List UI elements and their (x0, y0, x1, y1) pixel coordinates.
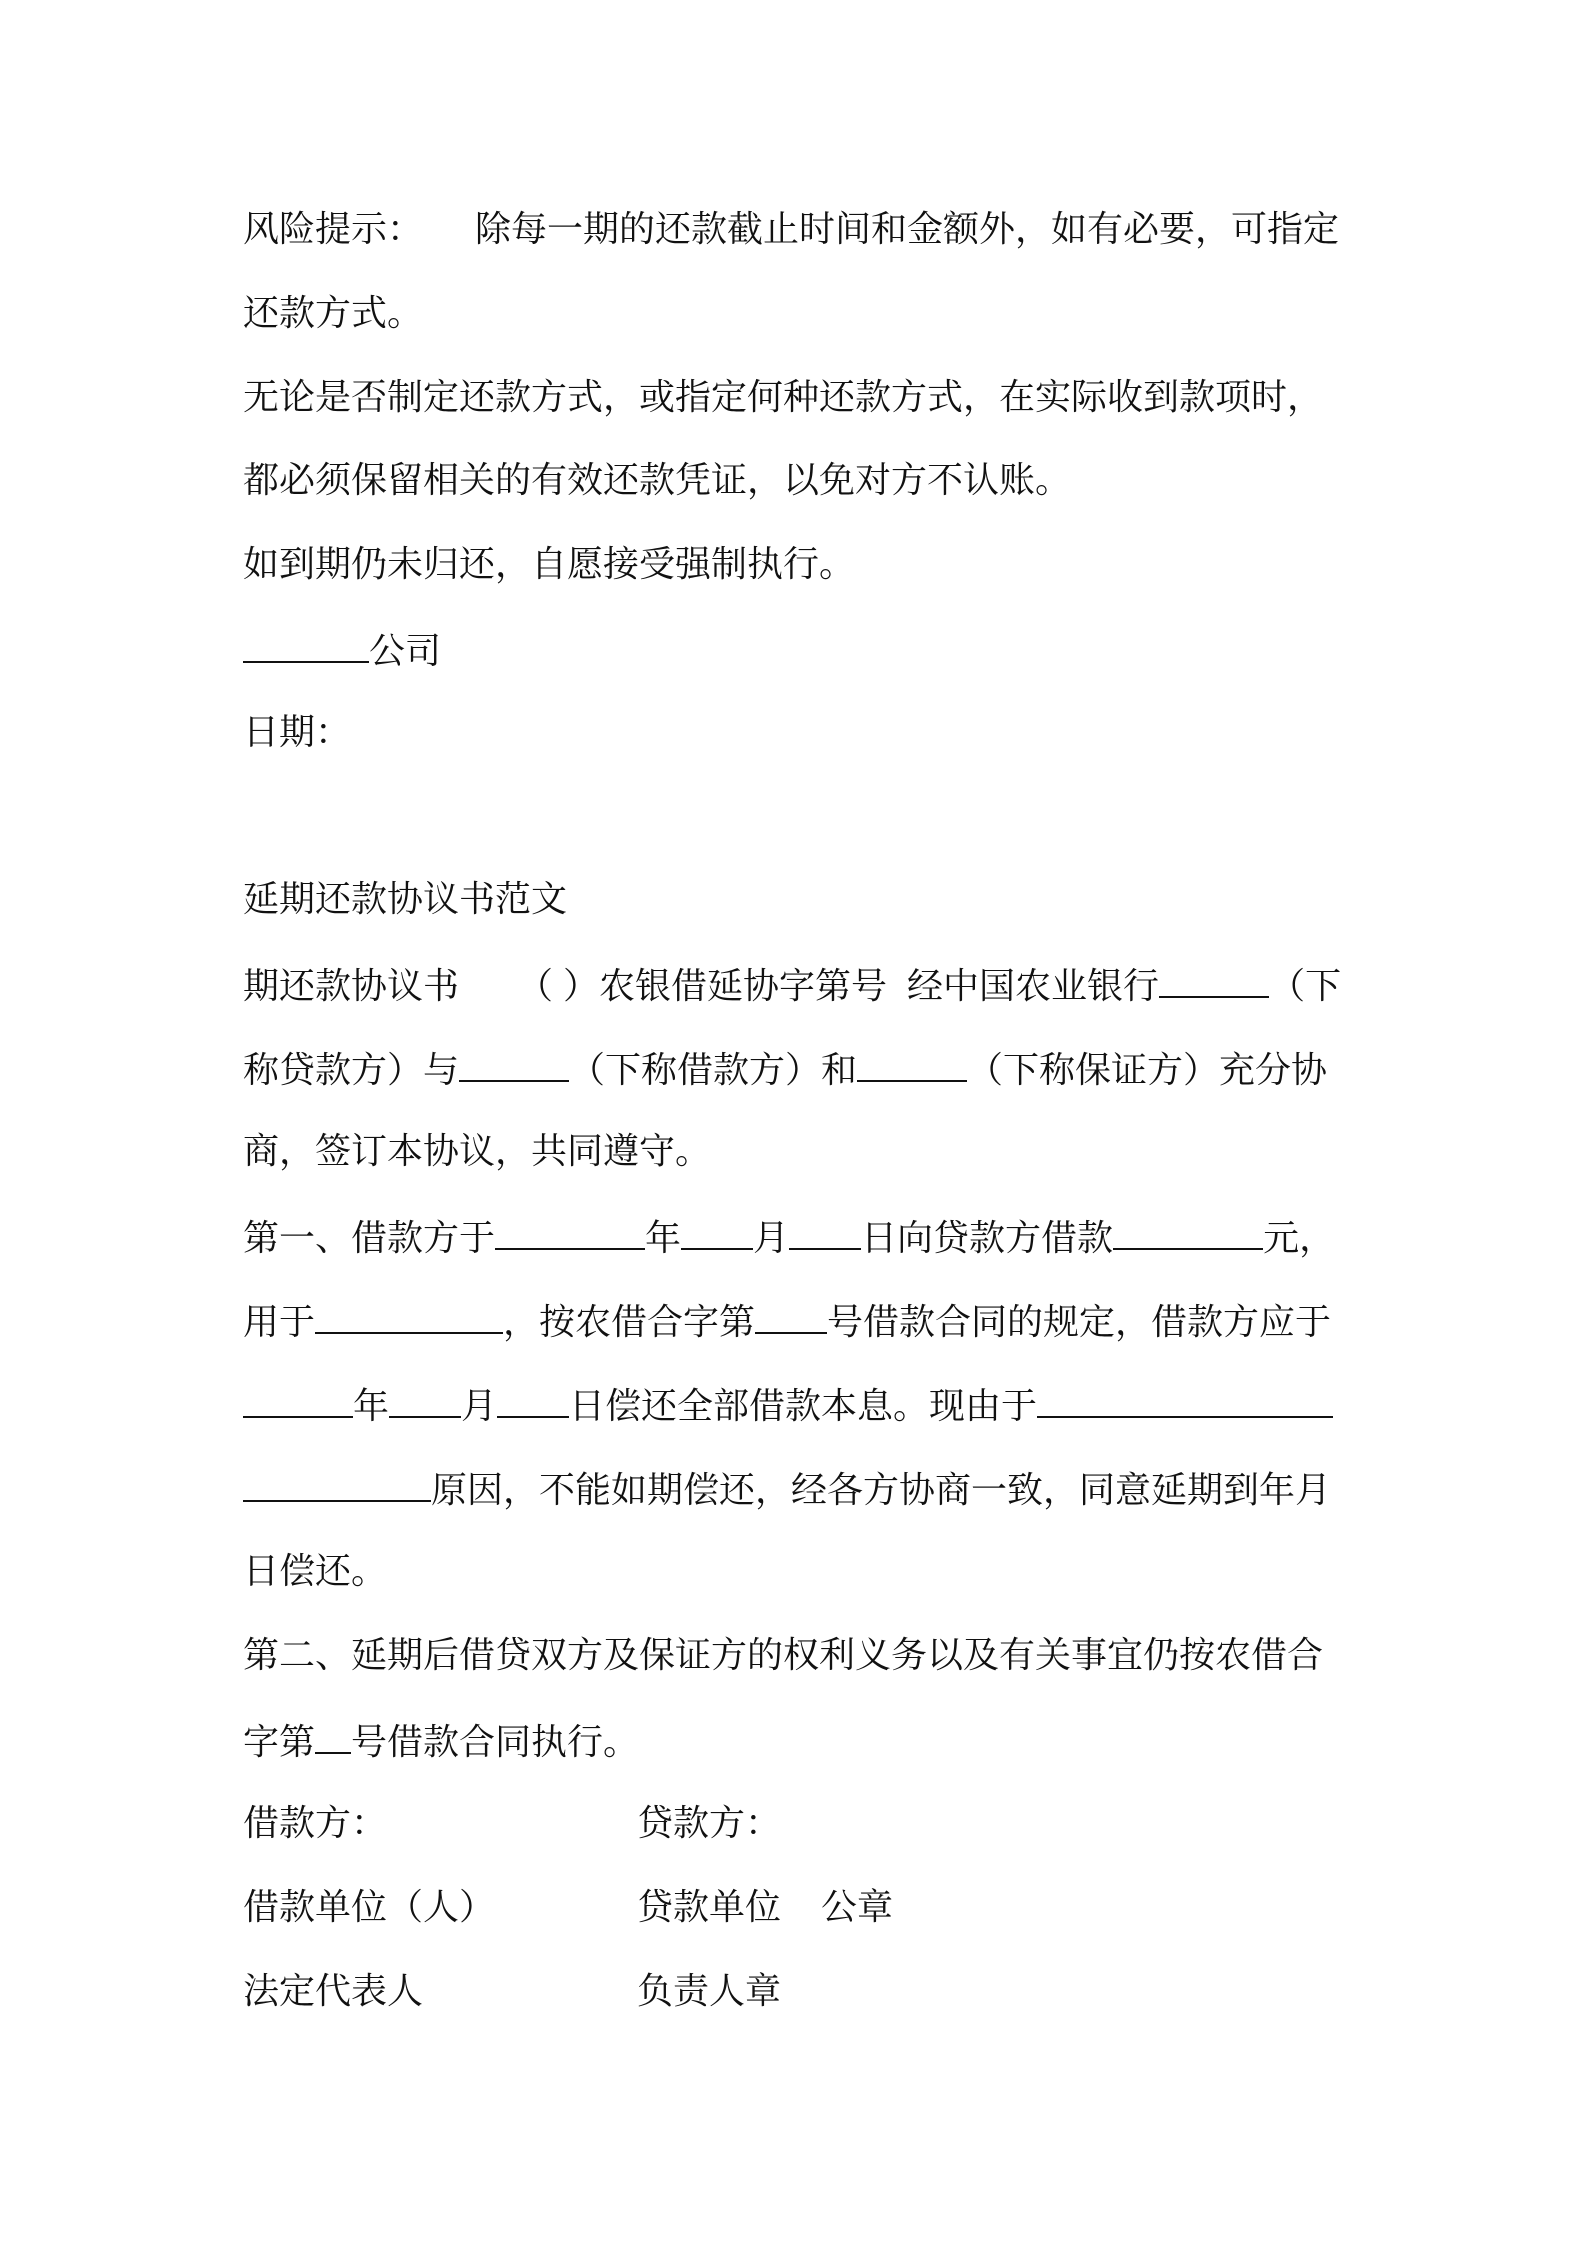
clause2-text-b: 字第 (243, 1722, 316, 1763)
month-blank (681, 1214, 753, 1250)
signature-row-1 (243, 1802, 1363, 1846)
reason-blank-2 (243, 1466, 431, 1502)
risk-label: 风险提示： (243, 209, 424, 250)
document-title: 延期还款协议书范文 (243, 879, 568, 920)
risk-line-5: 如到期仍未归还，自愿接受强制执行。 (243, 544, 856, 585)
company-label: 公司 (369, 631, 442, 672)
clause1-text-f: 用于 (243, 1302, 316, 1343)
intro-line-2 (243, 1046, 1363, 1093)
intro-line-3: 商，签订本协议，共同遵守。 (243, 1131, 712, 1172)
clause1-line-3 (243, 1382, 1363, 1429)
clause2-text-c: 号借款合同执行。 (351, 1722, 640, 1763)
signature-row-3 (243, 1970, 1363, 2014)
clause1-month: 月 (753, 1218, 790, 1259)
clause2-line-2 (243, 1718, 1363, 1765)
intro-text-e: （下 (1269, 966, 1342, 1007)
lender-unit-label: 贷款单位 (637, 1887, 782, 1928)
legal-rep-label: 法定代表人 (243, 1971, 424, 2012)
due-year-blank (243, 1382, 353, 1418)
intro-line-1 (243, 962, 1363, 1009)
clause1-line-1 (243, 1214, 1363, 1261)
clause1-text-a: 第一、借款方于 (243, 1218, 496, 1259)
risk-line-3: 无论是否制定还款方式，或指定何种还款方式，在实际收到款项时， (243, 377, 1324, 418)
lender-unit-group (637, 1886, 893, 1930)
intro-text-g: （下称借款方）和 (569, 1050, 858, 1091)
date-label: 日期： (243, 712, 352, 753)
risk-line-2: 还款方式。 (243, 293, 424, 334)
borrower-unit-label: 借款单位（人） (243, 1887, 496, 1928)
guarantor-blank (857, 1046, 967, 1082)
day-blank (789, 1214, 861, 1250)
person-seal-label: 负责人章 (637, 1971, 782, 2012)
borrower-label: 借款方： (243, 1803, 388, 1844)
clause1-text-g: ，按农借合字第 (503, 1302, 756, 1343)
seal-label: 公章 (821, 1887, 894, 1928)
due-day-blank (497, 1382, 569, 1418)
company-blank (243, 627, 369, 663)
due-month-blank (389, 1382, 461, 1418)
purpose-blank (315, 1298, 503, 1334)
clause1-text-k: 日偿还全部借款本息。现由于 (569, 1386, 1038, 1427)
risk-line-1 (243, 208, 1363, 252)
clause1-text-d: 日向贷款方借款 (861, 1218, 1114, 1259)
intro-text-a: 期还款协议书 (243, 966, 460, 1007)
intro-text-d: 经中国农业银行 (907, 966, 1160, 1007)
borrower-blank (459, 1046, 569, 1082)
clause1-line-2 (243, 1298, 1363, 1345)
clause1-due-year: 年 (353, 1386, 390, 1427)
lender-blank (1159, 962, 1269, 998)
contract-no-blank (755, 1298, 827, 1334)
amount-blank (1113, 1214, 1263, 1250)
reason-blank-1 (1037, 1382, 1333, 1418)
clause1-year: 年 (645, 1218, 682, 1259)
clause2-line-1: 第二、延期后借贷双方及保证方的权利义务以及有关事宜仍按农借合 (243, 1635, 1324, 1676)
clause1-text-e: 元， (1263, 1218, 1336, 1259)
clause1-line-4 (243, 1466, 1363, 1513)
intro-text-c: ）农银借延协字第号 (563, 966, 888, 1007)
clause1-text-l: 原因，不能如期偿还，经各方协商一致，同意延期到年月 (431, 1470, 1332, 1511)
intro-text-f: 称贷款方）与 (243, 1050, 460, 1091)
year-blank (495, 1214, 645, 1250)
clause1-due-month: 月 (461, 1386, 498, 1427)
risk-line-4: 都必须保留相关的有效还款凭证，以免对方不认账。 (243, 460, 1072, 501)
clause1-line-5: 日偿还。 (243, 1551, 388, 1592)
lender-label: 贷款方： (637, 1803, 782, 1844)
company-line (243, 627, 1363, 674)
clause1-text-h: 号借款合同的规定，借款方应于 (827, 1302, 1332, 1343)
clause2-contract-blank (315, 1718, 351, 1754)
signature-row-2 (243, 1886, 1363, 1930)
intro-paren-open: （ (517, 966, 554, 1007)
intro-text-h: （下称保证方）充分协 (967, 1050, 1328, 1091)
risk-text: 除每一期的还款截止时间和金额外，如有必要，可指定 (475, 209, 1340, 250)
